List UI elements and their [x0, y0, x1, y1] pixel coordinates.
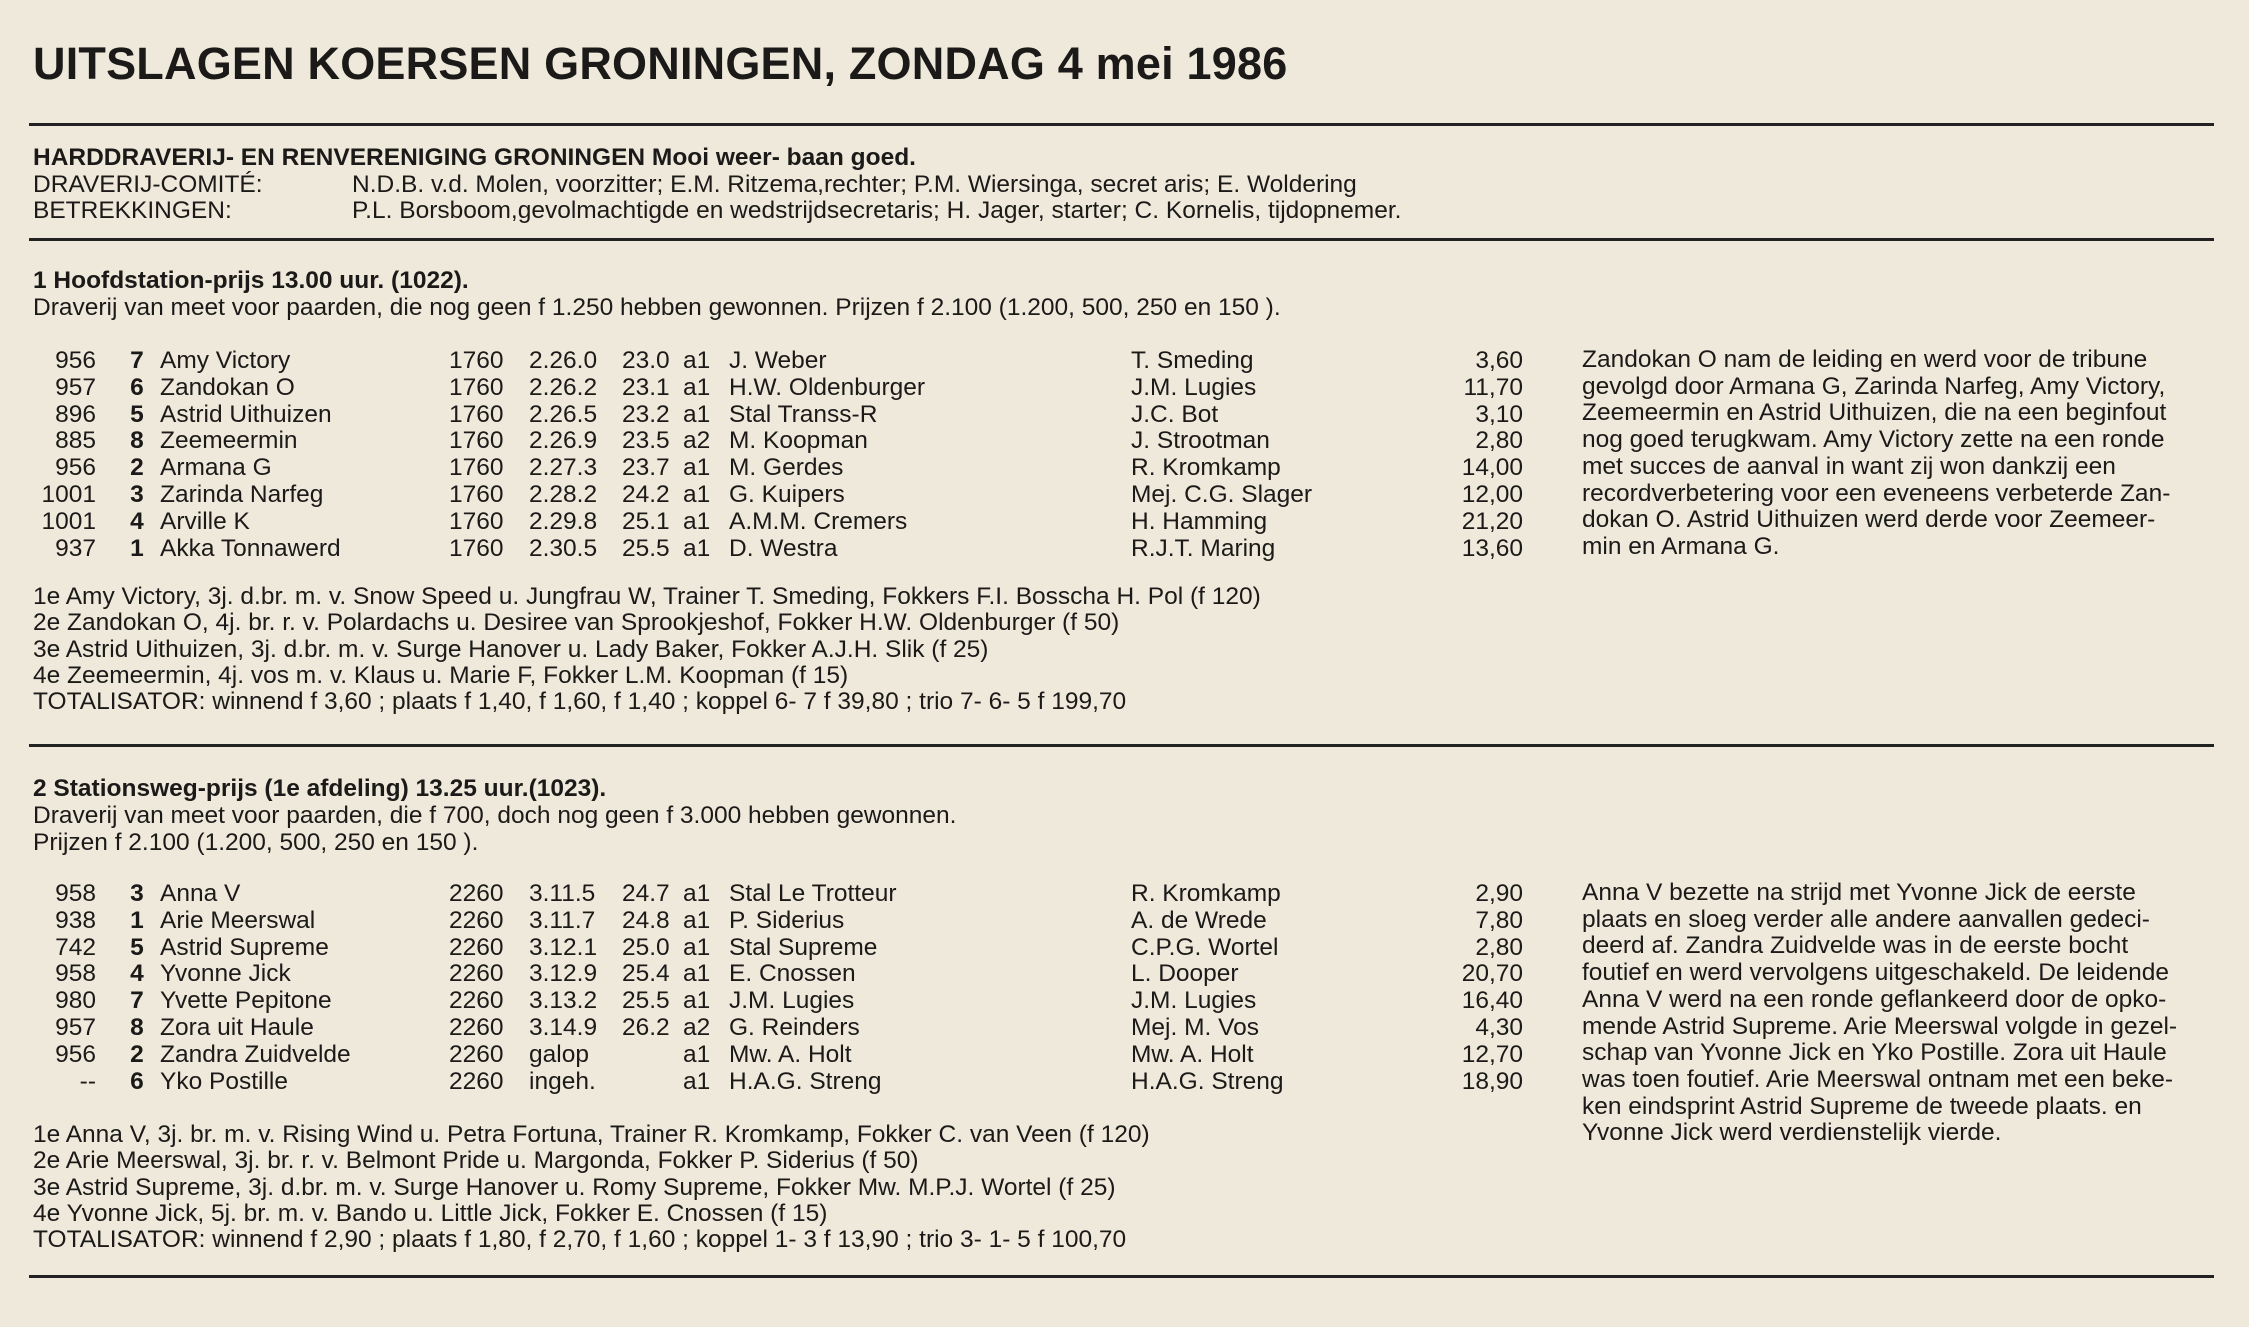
result-horse: Yvonne Jick — [160, 960, 291, 988]
result-dist: 2260 — [449, 933, 504, 961]
result-km: 24.8 — [622, 906, 670, 934]
staff-value: P.L. Borsboom,gevolmachtigde en wedstrijdsecretaris; H. Jager, starter; C. Kornelis, tijdopnemer. — [352, 197, 1402, 224]
result-km: 24.7 — [622, 880, 670, 907]
result-dist: 2260 — [449, 906, 504, 934]
comment-line: ken eindsprint Astrid Supreme de tweede plaats. en — [1582, 1092, 2142, 1120]
result-dist: 1760 — [449, 507, 504, 535]
result-km: 24.2 — [622, 481, 670, 508]
result-no: 8 — [130, 427, 144, 455]
result-no: 2 — [130, 454, 144, 482]
result-cls: a1 — [683, 507, 711, 535]
result-odds: 14,00 — [1461, 454, 1523, 482]
comment-line: Zeemeermin en Astrid Uithuizen, die na een beginfout — [1582, 399, 2167, 427]
result-dist: 1760 — [449, 481, 504, 508]
comment-line: dokan O. Astrid Uithuizen werd derde voor Zeemeer- — [1582, 506, 2156, 534]
result-owner: E. Cnossen — [729, 960, 856, 988]
page-title: UITSLAGEN KOERSEN GRONINGEN, ZONDAG 4 mei 1986 — [33, 38, 1288, 89]
result-horse: Yko Postille — [160, 1067, 289, 1095]
comment-line: Zandokan O nam de leiding en werd voor de tribune — [1582, 346, 2148, 373]
result-horse: Zeemeermin — [160, 427, 298, 455]
result-cls: a1 — [683, 534, 711, 562]
result-dist: 1760 — [449, 534, 504, 562]
result-horse: Zandokan O — [160, 373, 295, 401]
result-km: 23.5 — [622, 427, 670, 455]
result-owner: P. Siderius — [729, 906, 845, 934]
result-km: 25.4 — [622, 960, 670, 988]
result-ref: 1001 — [41, 481, 96, 508]
result-driver: H.A.G. Streng — [1131, 1067, 1284, 1095]
result-time: 2.30.5 — [529, 534, 598, 562]
result-horse: Anna V — [160, 880, 241, 907]
result-cls: a1 — [683, 454, 711, 482]
result-dist: 2260 — [449, 960, 504, 988]
race-comment — [1582, 347, 2232, 561]
result-odds: 2,80 — [1475, 933, 1523, 961]
result-cls: a1 — [683, 347, 711, 374]
placing-line: 1e Amy Victory, 3j. d.br. m. v. Snow Speed u. Jungfrau W, Trainer T. Smeding, Fokkers F.I. Bosscha H. Pol (f 120) — [33, 583, 1261, 610]
result-no: 2 — [130, 1040, 144, 1068]
result-ref: 1001 — [41, 507, 96, 535]
race-description: Draverij van meet voor paarden, die f 700, doch nog geen f 3.000 hebben gewonnen. — [33, 802, 957, 829]
result-horse: Zora uit Haule — [160, 1014, 314, 1041]
result-owner: Stal Le Trotteur — [729, 880, 897, 907]
result-driver: A. de Wrede — [1131, 906, 1267, 934]
result-cls: a1 — [683, 933, 711, 961]
result-km: 23.2 — [622, 400, 670, 428]
result-time: 3.11.7 — [529, 906, 596, 934]
divider — [29, 744, 2214, 747]
race-description: Draverij van meet voor paarden, die nog geen f 1.250 hebben gewonnen. Prijzen f 2.100 (1.200, 500, 250 en 150 ). — [33, 294, 1281, 321]
result-km: 26.2 — [622, 1014, 670, 1041]
result-cls: a1 — [683, 987, 711, 1015]
comment-line: Anna V werd na een ronde geflankeerd door de opko- — [1582, 985, 2167, 1013]
result-driver: Mej. C.G. Slager — [1131, 481, 1313, 508]
result-ref: 938 — [55, 906, 96, 934]
result-no: 3 — [130, 481, 144, 508]
result-driver: J. Strootman — [1131, 427, 1270, 455]
placing-line: 3e Astrid Supreme, 3j. d.br. m. v. Surge Hanover u. Romy Supreme, Fokker Mw. M.P.J. Wortel (f 25) — [33, 1173, 1116, 1201]
result-no: 3 — [130, 880, 144, 907]
result-km: 25.1 — [622, 507, 670, 535]
result-odds: 4,30 — [1475, 1014, 1523, 1041]
result-km: 23.0 — [622, 347, 670, 374]
result-time: 3.12.9 — [529, 960, 598, 988]
result-ref: 742 — [55, 933, 96, 961]
result-dist: 1760 — [449, 373, 504, 401]
comment-line: recordverbetering voor een eveneens verbeterde Zan- — [1582, 479, 2171, 507]
comment-line: met succes de aanval in want zij won dankzij een — [1582, 452, 2116, 480]
result-cls: a2 — [683, 427, 711, 455]
result-odds: 2,90 — [1475, 880, 1523, 907]
result-time: 2.27.3 — [529, 454, 598, 482]
result-owner: G. Kuipers — [729, 481, 845, 508]
result-no: 1 — [130, 534, 144, 562]
result-time: galop — [529, 1040, 589, 1068]
result-odds: 13,60 — [1461, 534, 1523, 562]
result-cls: a1 — [683, 880, 711, 907]
result-km: 23.7 — [622, 454, 670, 482]
result-driver: C.P.G. Wortel — [1131, 933, 1279, 961]
result-no: 1 — [130, 906, 144, 934]
comment-line: min en Armana G. — [1582, 532, 1780, 560]
result-owner: M. Gerdes — [729, 454, 844, 482]
committee-value: N.D.B. v.d. Molen, voorzitter; E.M. Ritzema,rechter; P.M. Wiersinga, secret aris; E. Woldering — [352, 171, 1357, 198]
staff-label: BETREKKINGEN: — [33, 197, 232, 224]
result-no: 6 — [130, 373, 144, 401]
result-time: 3.14.9 — [529, 1014, 598, 1041]
result-no: 5 — [130, 933, 144, 961]
result-odds: 3,10 — [1475, 400, 1523, 428]
totalisator-line: TOTALISATOR: winnend f 3,60 ; plaats f 1,40, f 1,60, f 1,40 ; koppel 6- 7 f 39,80 ; trio 7- 6- 5 f 199,70 — [33, 688, 1127, 716]
comment-line: foutief en werd vervolgens uitgeschakeld. De leidende — [1582, 959, 2170, 987]
race-title: 1 Hoofdstation-prijs 13.00 uur. (1022). — [33, 267, 469, 294]
race-comment — [1582, 880, 2232, 1147]
result-horse: Yvette Pepitone — [160, 987, 332, 1015]
result-owner: J.M. Lugies — [729, 987, 855, 1015]
result-time: ingeh. — [529, 1067, 596, 1095]
result-ref: -- — [79, 1067, 96, 1095]
result-cls: a1 — [683, 481, 711, 508]
result-time: 2.28.2 — [529, 481, 598, 508]
result-no: 7 — [130, 347, 144, 374]
result-ref: 956 — [55, 347, 96, 374]
result-owner: D. Westra — [729, 534, 838, 562]
result-cls: a1 — [683, 400, 711, 428]
placing-line: 1e Anna V, 3j. br. m. v. Rising Wind u. Petra Fortuna, Trainer R. Kromkamp, Fokker C. van Veen (f 120) — [33, 1121, 1150, 1148]
result-odds: 16,40 — [1461, 987, 1523, 1015]
placing-line: 3e Astrid Uithuizen, 3j. d.br. m. v. Surge Hanover u. Lady Baker, Fokker A.J.H. Slik (f 25) — [33, 635, 989, 663]
result-owner: Stal Supreme — [729, 933, 878, 961]
result-horse: Zandra Zuidvelde — [160, 1040, 351, 1068]
result-driver: R. Kromkamp — [1131, 880, 1281, 907]
comment-line: schap van Yvonne Jick en Yko Postille. Zora uit Haule — [1582, 1039, 2167, 1067]
result-driver: Mej. M. Vos — [1131, 1014, 1259, 1041]
result-horse: Zarinda Narfeg — [160, 481, 324, 508]
result-cls: a2 — [683, 1014, 711, 1041]
result-ref: 958 — [55, 960, 96, 988]
comment-line: plaats en sloeg verder alle andere aanvallen gedeci- — [1582, 905, 2150, 933]
comment-line: deerd af. Zandra Zuidvelde was in de eerste bocht — [1582, 932, 2129, 960]
result-dist: 2260 — [449, 880, 504, 907]
result-cls: a1 — [683, 1067, 711, 1095]
comment-line: Yvonne Jick werd verdienstelijk vierde. — [1582, 1119, 2002, 1147]
result-no: 4 — [130, 960, 144, 988]
result-odds: 2,80 — [1475, 427, 1523, 455]
result-odds: 21,20 — [1461, 507, 1523, 535]
comment-line: mende Astrid Supreme. Arie Meerswal volgde in gezel- — [1582, 1012, 2178, 1040]
result-no: 4 — [130, 507, 144, 535]
divider — [29, 238, 2214, 241]
result-odds: 12,00 — [1461, 481, 1523, 508]
divider — [29, 123, 2214, 126]
result-horse: Amy Victory — [160, 347, 291, 374]
comment-line: gevolgd door Armana G, Zarinda Narfeg, Amy Victory, — [1582, 372, 2166, 400]
result-horse: Arie Meerswal — [160, 906, 316, 934]
result-owner: Mw. A. Holt — [729, 1040, 852, 1068]
result-cls: a1 — [683, 960, 711, 988]
result-km: 23.1 — [622, 373, 670, 401]
result-ref: 937 — [55, 534, 96, 562]
result-owner: M. Koopman — [729, 427, 868, 455]
result-horse: Arville K — [160, 507, 250, 535]
result-driver: R.J.T. Maring — [1131, 534, 1276, 562]
result-horse: Astrid Uithuizen — [160, 400, 332, 428]
result-time: 2.29.8 — [529, 507, 598, 535]
placing-line: 4e Zeemeermin, 4j. vos m. v. Klaus u. Marie F, Fokker L.M. Koopman (f 15) — [33, 661, 849, 689]
result-ref: 957 — [55, 1014, 96, 1041]
result-cls: a1 — [683, 1040, 711, 1068]
result-odds: 18,90 — [1461, 1067, 1523, 1095]
result-no: 8 — [130, 1014, 144, 1041]
committee-label: DRAVERIJ-COMITÉ: — [33, 171, 263, 198]
comment-line: nog goed terugkwam. Amy Victory zette na een ronde — [1582, 426, 2165, 454]
result-odds: 11,70 — [1463, 373, 1523, 401]
result-time: 3.13.2 — [529, 987, 598, 1015]
result-dist: 1760 — [449, 400, 504, 428]
result-time: 3.11.5 — [529, 880, 596, 907]
result-horse: Akka Tonnawerd — [160, 534, 341, 562]
result-km: 25.5 — [622, 987, 670, 1015]
result-cls: a1 — [683, 373, 711, 401]
result-time: 2.26.9 — [529, 427, 598, 455]
result-odds: 7,80 — [1475, 906, 1523, 934]
result-ref: 956 — [55, 1040, 96, 1068]
result-odds: 20,70 — [1461, 960, 1523, 988]
result-ref: 957 — [55, 373, 96, 401]
result-owner: H.A.G. Streng — [729, 1067, 882, 1095]
organizer-heading: HARDDRAVERIJ- EN RENVERENIGING GRONINGEN Mooi weer- baan goed. — [33, 144, 916, 171]
result-time: 2.26.0 — [529, 347, 598, 374]
result-horse: Astrid Supreme — [160, 933, 329, 961]
result-dist: 2260 — [449, 1067, 504, 1095]
result-ref: 958 — [55, 880, 96, 907]
result-ref: 956 — [55, 454, 96, 482]
result-owner: A.M.M. Cremers — [729, 507, 908, 535]
divider — [29, 1275, 2214, 1278]
result-driver: R. Kromkamp — [1131, 454, 1281, 482]
totalisator-line: TOTALISATOR: winnend f 2,90 ; plaats f 1,80, f 2,70, f 1,60 ; koppel 1- 3 f 13,90 ; trio 3- 1- 5 f 100,70 — [33, 1226, 1127, 1254]
result-ref: 980 — [55, 987, 96, 1015]
result-driver: T. Smeding — [1131, 347, 1254, 374]
result-ref: 885 — [55, 427, 96, 455]
result-no: 7 — [130, 987, 144, 1015]
placing-line: 2e Zandokan O, 4j. br. r. v. Polardachs u. Desiree van Sprookjeshof, Fokker H.W. Oldenburger (f 50) — [33, 609, 1120, 637]
result-driver: J.C. Bot — [1131, 400, 1219, 428]
result-time: 3.12.1 — [529, 933, 598, 961]
result-horse: Armana G — [160, 454, 272, 482]
result-dist: 1760 — [449, 347, 504, 374]
result-km: 25.5 — [622, 534, 670, 562]
result-driver: J.M. Lugies — [1131, 373, 1257, 401]
result-odds: 12,70 — [1461, 1040, 1523, 1068]
result-owner: H.W. Oldenburger — [729, 373, 926, 401]
result-no: 5 — [130, 400, 144, 428]
result-ref: 896 — [55, 400, 96, 428]
result-driver: L. Dooper — [1131, 960, 1239, 988]
result-time: 2.26.2 — [529, 373, 598, 401]
result-dist: 1760 — [449, 427, 504, 455]
result-owner: J. Weber — [729, 347, 827, 374]
result-dist: 2260 — [449, 1014, 504, 1041]
result-driver: H. Hamming — [1131, 507, 1268, 535]
comment-line: was toen foutief. Arie Meerswal ontnam met een beke- — [1582, 1065, 2174, 1093]
result-no: 6 — [130, 1067, 144, 1095]
race-title: 2 Stationsweg-prijs (1e afdeling) 13.25 uur.(1023). — [33, 775, 607, 802]
result-km: 25.0 — [622, 933, 670, 961]
result-dist: 2260 — [449, 1040, 504, 1068]
result-driver: Mw. A. Holt — [1131, 1040, 1254, 1068]
result-dist: 2260 — [449, 987, 504, 1015]
result-cls: a1 — [683, 906, 711, 934]
comment-line: Anna V bezette na strijd met Yvonne Jick de eerste — [1582, 879, 2136, 906]
result-time: 2.26.5 — [529, 400, 598, 428]
race-description: Prijzen f 2.100 (1.200, 500, 250 en 150 ). — [33, 829, 479, 856]
result-dist: 1760 — [449, 454, 504, 482]
placing-line: 2e Arie Meerswal, 3j. br. r. v. Belmont Pride u. Margonda, Fokker P. Siderius (f 50) — [33, 1147, 919, 1175]
result-owner: G. Reinders — [729, 1014, 860, 1041]
result-odds: 3,60 — [1475, 347, 1523, 374]
placing-line: 4e Yvonne Jick, 5j. br. m. v. Bando u. Little Jick, Fokker E. Cnossen (f 15) — [33, 1199, 828, 1227]
result-driver: J.M. Lugies — [1131, 987, 1257, 1015]
result-owner: Stal Transs-R — [729, 400, 878, 428]
